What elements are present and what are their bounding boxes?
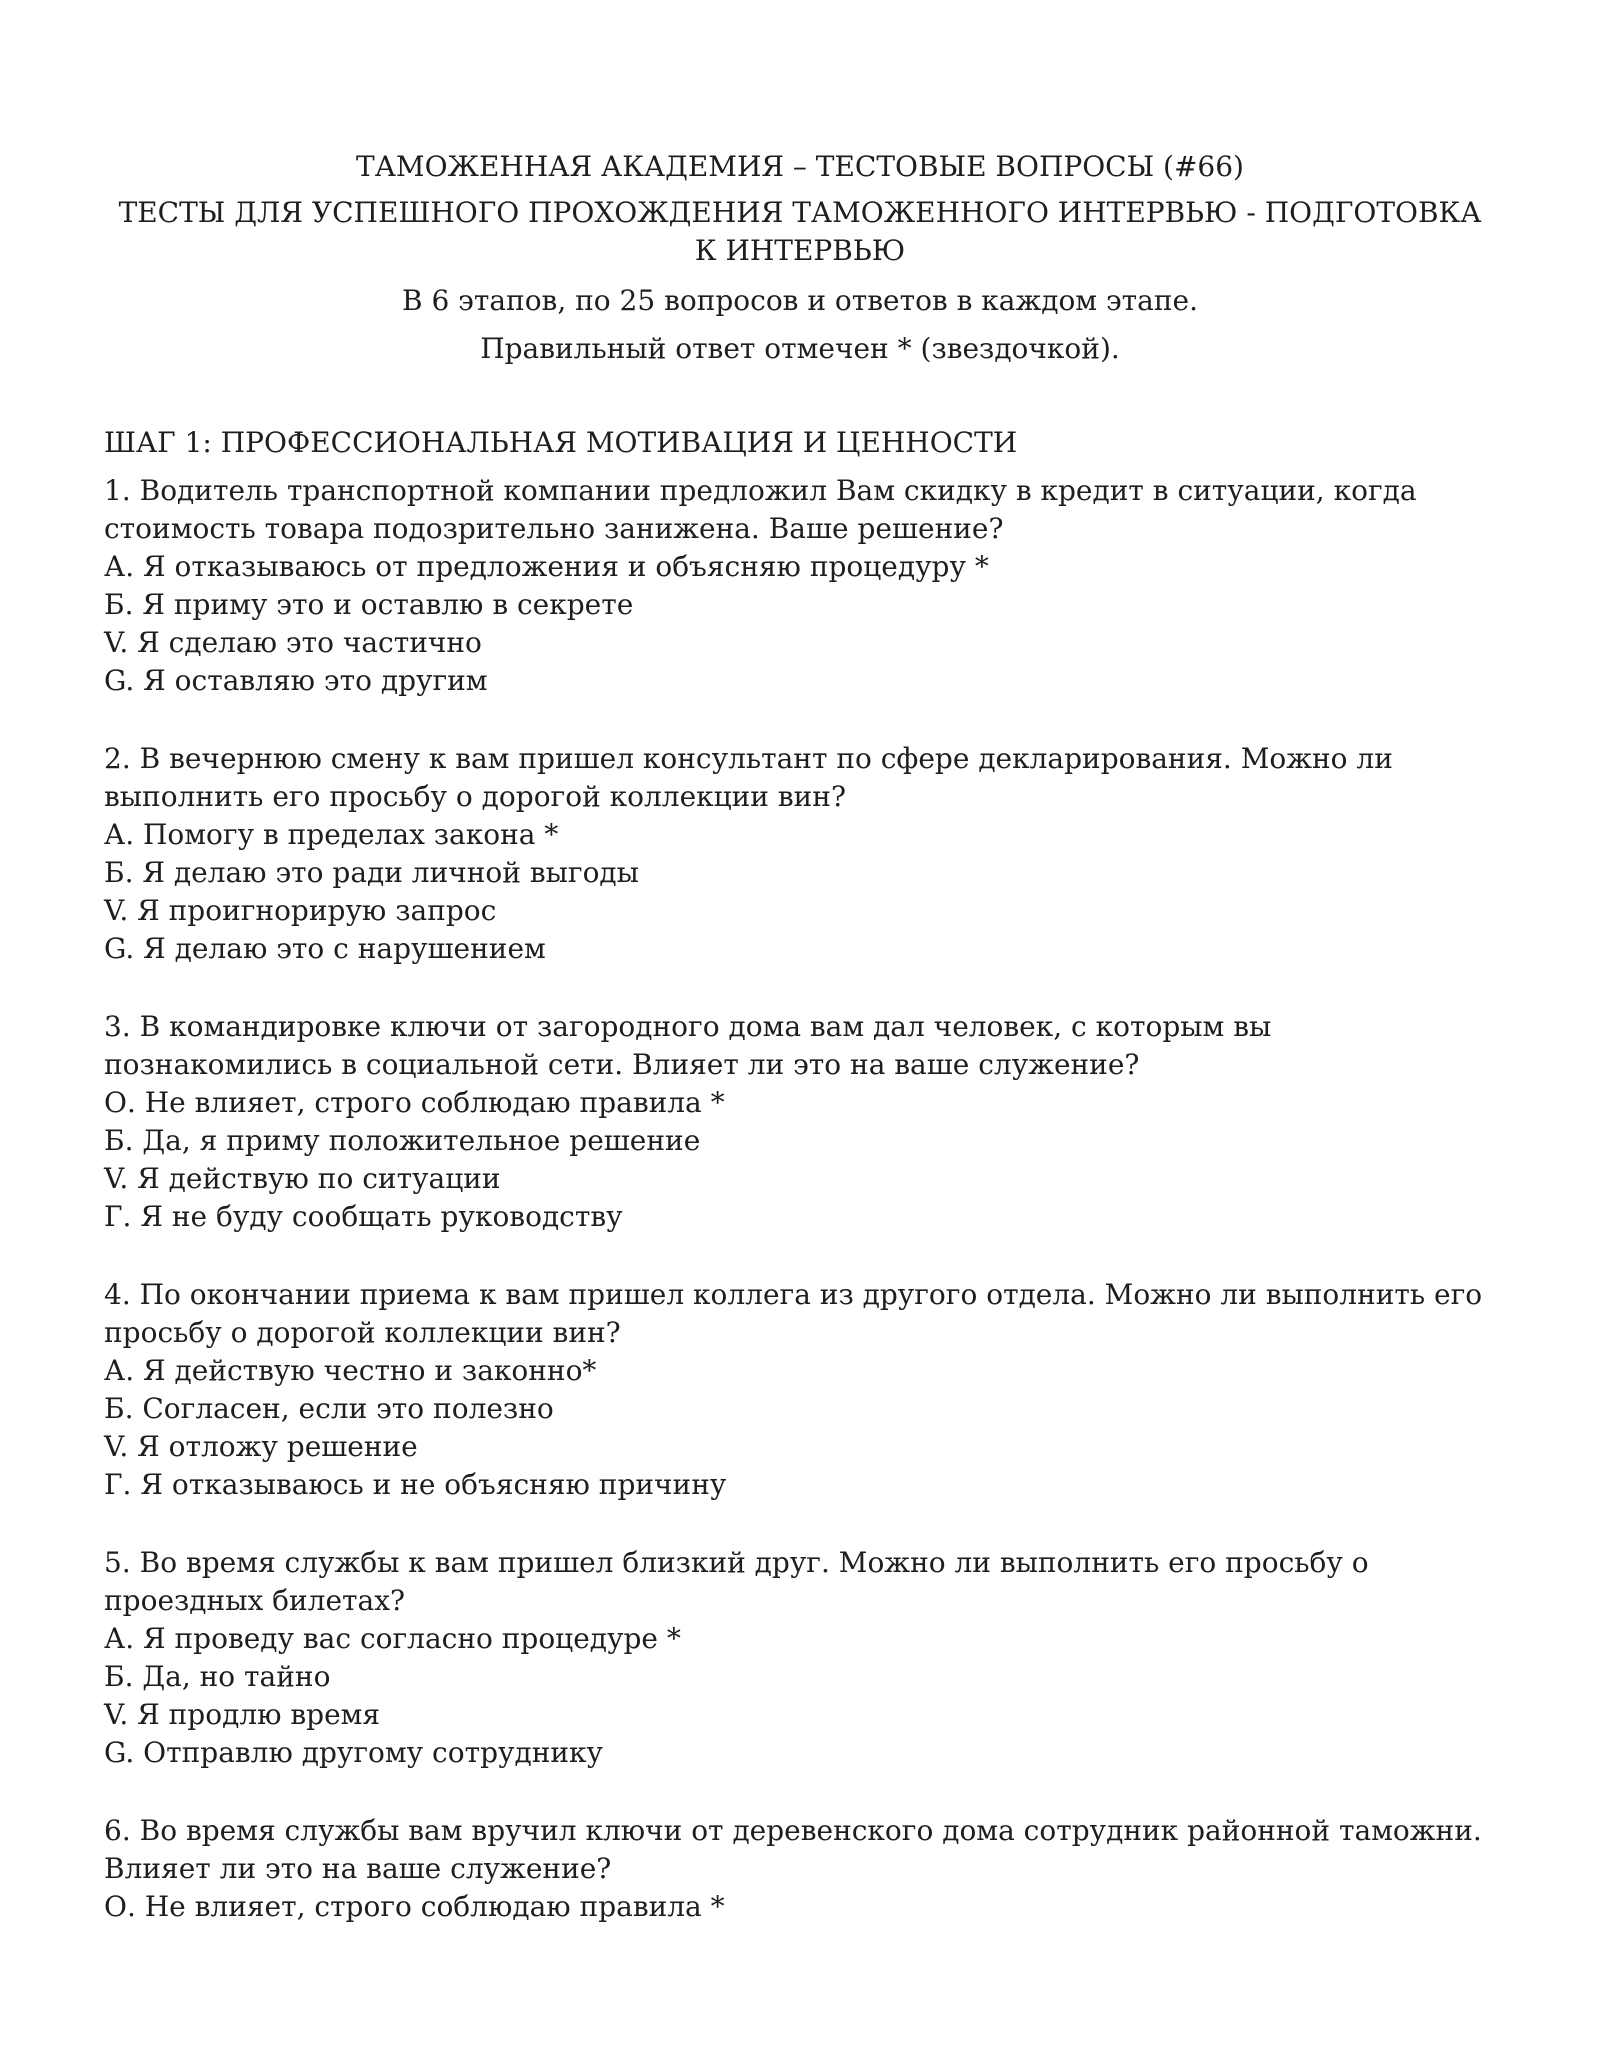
question-text: 2. В вечернюю смену к вам пришел консультант по сфере декларирования. Можно ли выполнить его просьбу о дорогой коллекции вин?: [104, 742, 1393, 813]
question-text: 6. Во время службы вам вручил ключи от деревенского дома сотрудник районной таможни. Влияет ли это на ваше служение?: [104, 1814, 1482, 1885]
header-title-wrap: [0, 148, 1600, 186]
answer-option: А. Я проведу вас согласно процедуре *: [104, 1622, 681, 1655]
answer-option: Б. Я приму это и оставлю в секрете: [104, 588, 634, 621]
question-3: [104, 1008, 1504, 1236]
answer-option: V. Я продлю время: [104, 1698, 381, 1731]
header-description-wrap: [0, 282, 1600, 320]
answer-options: [104, 1352, 1504, 1504]
question-text: 1. Водитель транспортной компании предложил Вам скидку в кредит в ситуации, когда стоимость товара подозрительно занижена. Ваше решение?: [104, 474, 1417, 545]
answer-option: V. Я действую по ситуации: [104, 1162, 501, 1195]
question-6: [104, 1812, 1504, 1926]
header-subtitle-wrap: [110, 194, 1490, 270]
document-title: ТАМОЖЕННАЯ АКАДЕМИЯ – ТЕСТОВЫЕ ВОПРОСЫ (#66): [356, 150, 1244, 183]
answer-option: О. Не влияет, строго соблюдаю правила *: [104, 1890, 725, 1923]
answer-option: О. Не влияет, строго соблюдаю правила *: [104, 1086, 725, 1119]
answer-option: G. Я делаю это с нарушением: [104, 932, 546, 965]
answer-option: А. Я действую честно и законно*: [104, 1354, 597, 1387]
answer-options: [104, 548, 1504, 700]
answer-options: [104, 1888, 1504, 1926]
answer-option: Г. Я не буду сообщать руководству: [104, 1200, 623, 1233]
answer-option: Б. Я делаю это ради личной выгоды: [104, 856, 639, 889]
questions-section: [104, 424, 1504, 1966]
answer-option: V. Я проигнорирую запрос: [104, 894, 497, 927]
answer-option: G. Я оставляю это другим: [104, 664, 488, 697]
answer-option: Б. Согласен, если это полезно: [104, 1392, 554, 1425]
document-subtitle: ТЕСТЫ ДЛЯ УСПЕШНОГО ПРОХОЖДЕНИЯ ТАМОЖЕННОГО ИНТЕРВЬЮ - ПОДГОТОВКА К ИНТЕРВЬЮ: [118, 196, 1482, 267]
answer-option: V. Я отложу решение: [104, 1430, 418, 1463]
answer-option: А. Помогу в пределах закона *: [104, 818, 559, 851]
answer-option: Г. Я отказываюсь и не объясняю причину: [104, 1468, 727, 1501]
question-2: [104, 740, 1504, 968]
answer-option: V. Я сделаю это частично: [104, 626, 482, 659]
answer-option: G. Отправлю другому сотруднику: [104, 1736, 604, 1769]
answer-option: Б. Да, но тайно: [104, 1660, 331, 1693]
document-description: В 6 этапов, по 25 вопросов и ответов в каждом этапе.: [401, 284, 1198, 317]
answer-option: Б. Да, я приму положительное решение: [104, 1124, 701, 1157]
question-4: [104, 1276, 1504, 1504]
answer-options: [104, 816, 1504, 968]
answer-options: [104, 1620, 1504, 1772]
step-title: ШАГ 1: ПРОФЕССИОНАЛЬНАЯ МОТИВАЦИЯ И ЦЕННОСТИ: [104, 426, 1018, 459]
document-note: Правильный ответ отмечен * (звездочкой).: [480, 332, 1120, 365]
question-5: [104, 1544, 1504, 1772]
answer-options: [104, 1084, 1504, 1236]
question-text: 3. В командировке ключи от загородного дома вам дал человек, с которым вы познакомились в социальной сети. Влияет ли это на ваше служение?: [104, 1010, 1272, 1081]
header-note-wrap: [0, 330, 1600, 368]
answer-option: А. Я отказываюсь от предложения и объясняю процедуру *: [104, 550, 989, 583]
question-text: 5. Во время службы к вам пришел близкий друг. Можно ли выполнить его просьбу о проездных билетах?: [104, 1546, 1369, 1617]
question-1: [104, 472, 1504, 700]
question-text: 4. По окончании приема к вам пришел коллега из другого отдела. Можно ли выполнить его просьбу о дорогой коллекции вин?: [104, 1278, 1483, 1349]
